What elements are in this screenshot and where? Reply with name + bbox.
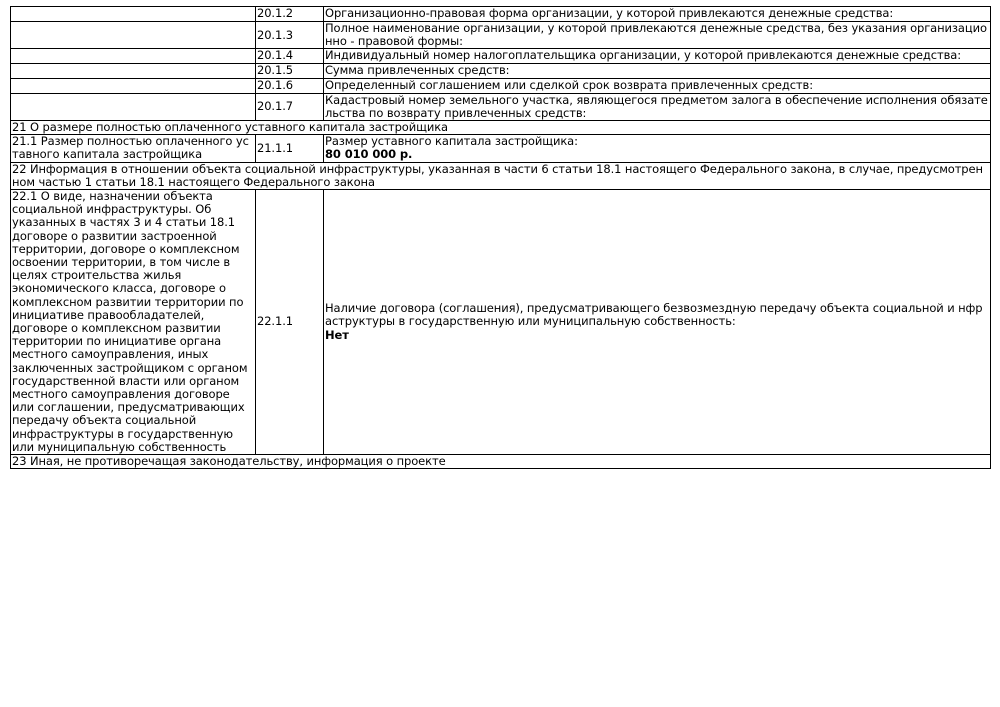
table-row [11,7,991,22]
row-text: Определенный соглашением или сделкой срок возврата привлеченных средств: [324,78,991,93]
charter-capital-value: 80 010 000 р. [325,147,413,162]
row-text: Размер уставного капитала застройщика: [325,134,578,149]
empty-label-cell [11,93,256,120]
section-header-row [11,121,991,135]
row-text-cell [324,135,991,162]
section-header-row [11,162,991,189]
table-row [11,22,991,49]
row-code: 20.1.2 [256,7,324,22]
row-code: 21.1.1 [256,135,324,162]
row-code: 22.1.1 [256,190,324,455]
empty-label-cell [11,49,256,63]
row-text: Индивидуальный номер налогоплательщика организации, у которой привлекаются денежные средства: [324,49,991,63]
row-code: 20.1.6 [256,78,324,93]
section-22-sub-label: 22.1 О виде, назначении объекта социальной инфраструктуры. Об указанных в частях 3 и 4 статьи 18.1 договоре о развитии застроенной территории, договоре о комплексном освоении территории, в том числе в целях строительства жилья экономического класса, договоре о комплексном развитии территории по инициативе правообладателей, договоре о комплексном развитии территории по инициативе органа местного самоуправления, иных заключенных застройщиком с органом государственной власти или органом местного самоуправления договоре или соглашении, предусматривающих передачу объекта социальной инфраструктуры в государственную или муниципальную собственность [11,190,256,455]
row-code: 20.1.4 [256,49,324,63]
table-row [11,93,991,120]
table-row [11,190,991,455]
table-row [11,78,991,93]
empty-label-cell [11,7,256,22]
table-row [11,49,991,63]
row-text: Кадастровый номер земельного участка, являющегося предметом залога в обеспечение исполнения обязательства по возврату привлеченных средств: [324,93,991,120]
empty-label-cell [11,63,256,78]
section-22-header: 22 Информация в отношении объекта социальной инфраструктуры, указанная в части 6 статьи 18.1 настоящего Федерального закона, в случае, предусмотренном частью 1 статьи 18.1 настоящего Федерального закона [11,162,991,189]
row-text: Полное наименование организации, у которой привлекаются денежные средства, без указания организационно - правовой формы: [324,22,991,49]
social-infrastructure-agreement-value: Нет [325,327,349,342]
row-code: 20.1.3 [256,22,324,49]
empty-label-cell [11,78,256,93]
table-row [11,63,991,78]
document-sheet [10,6,990,469]
section-header-row [11,455,991,469]
row-code: 20.1.7 [256,93,324,120]
row-text-cell [324,190,991,455]
row-text: Наличие договора (соглашения), предусматривающего безвозмездную передачу объекта социальной и нфраструктуры в государственную или муниципальную собственность: [325,301,983,329]
row-code: 20.1.5 [256,63,324,78]
table-row [11,135,991,162]
empty-label-cell [11,22,256,49]
section-23-header: 23 Иная, не противоречащая законодательству, информация о проекте [11,455,991,469]
section-21-header: 21 О размере полностью оплаченного уставного капитала застройщика [11,121,991,135]
row-text: Организационно-правовая форма организации, у которой привлекаются денежные средства: [324,7,991,22]
row-text: Сумма привлеченных средств: [324,63,991,78]
project-declaration-table [10,6,991,469]
section-21-sub-label: 21.1 Размер полностью оплаченного уставного капитала застройщика [11,135,256,162]
